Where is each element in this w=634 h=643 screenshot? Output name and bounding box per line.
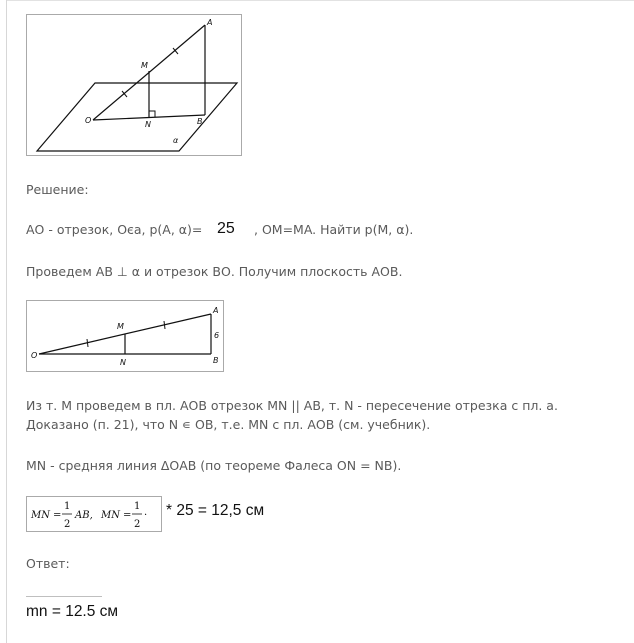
answer-heading: Ответ: bbox=[26, 556, 70, 571]
label-m: M bbox=[141, 61, 148, 70]
label-b: B bbox=[213, 356, 219, 365]
formula-dot: · bbox=[144, 510, 148, 521]
figure-plane-diagram bbox=[26, 14, 242, 156]
label-m: M bbox=[117, 322, 124, 331]
tick-ma bbox=[164, 321, 165, 329]
formula-num-2: 1 bbox=[134, 501, 141, 512]
midline-text: MN - средняя линия ΔОАВ (по теореме Фалеса ON = NB). bbox=[26, 458, 402, 473]
answer-box-edge bbox=[26, 596, 102, 597]
formula-mn-2: MN bbox=[101, 510, 120, 521]
final-answer: mn = 12.5 см bbox=[26, 603, 119, 620]
formula-den-2: 2 bbox=[134, 519, 141, 530]
label-n: N bbox=[120, 358, 126, 367]
right-angle-mark bbox=[149, 111, 155, 117]
label-o: O bbox=[85, 116, 92, 125]
construct-text: Проведем AB ⊥ α и отрезок ВО. Получим плоскость АОВ. bbox=[26, 264, 403, 279]
formula-den-1: 2 bbox=[64, 519, 71, 530]
formula-box bbox=[26, 496, 162, 532]
formula-eq-2: = bbox=[123, 510, 132, 521]
label-n: N bbox=[145, 120, 151, 129]
draw-line-1: Из т. М проведем в пл. АОВ отрезок MN || AB, т. N - пересечение отрезка с пл. а. bbox=[26, 398, 558, 413]
given-rest: , OM=MA. Найти р(М, α). bbox=[254, 222, 414, 237]
label-a: A bbox=[207, 18, 213, 27]
label-alpha: α bbox=[173, 136, 179, 145]
page-top-border bbox=[6, 0, 634, 1]
label-o: O bbox=[31, 351, 38, 360]
label-six: 6 bbox=[214, 331, 220, 340]
plane-alpha bbox=[37, 83, 237, 151]
formula-result: * 25 = 12,5 см bbox=[166, 502, 265, 519]
formula-num-1: 1 bbox=[64, 501, 71, 512]
label-a: A bbox=[213, 306, 219, 315]
tick-om bbox=[87, 339, 88, 347]
given-text: АО - отрезок, Оєa, p(A, α)= bbox=[26, 222, 203, 237]
given-value: 25 bbox=[217, 220, 235, 237]
figure-triangle-diagram bbox=[26, 300, 224, 372]
page-left-border bbox=[6, 0, 7, 643]
draw-line-2: Доказано (п. 21), что N ∊ OB, т.е. MN с пл. АОВ (см. учебник). bbox=[26, 417, 431, 432]
formula-mn-1: MN bbox=[31, 510, 50, 521]
formula-eq-1: = bbox=[53, 510, 62, 521]
solution-heading: Решение: bbox=[26, 182, 89, 197]
formula-ab: AB, bbox=[75, 510, 93, 521]
label-b: B bbox=[197, 117, 203, 126]
